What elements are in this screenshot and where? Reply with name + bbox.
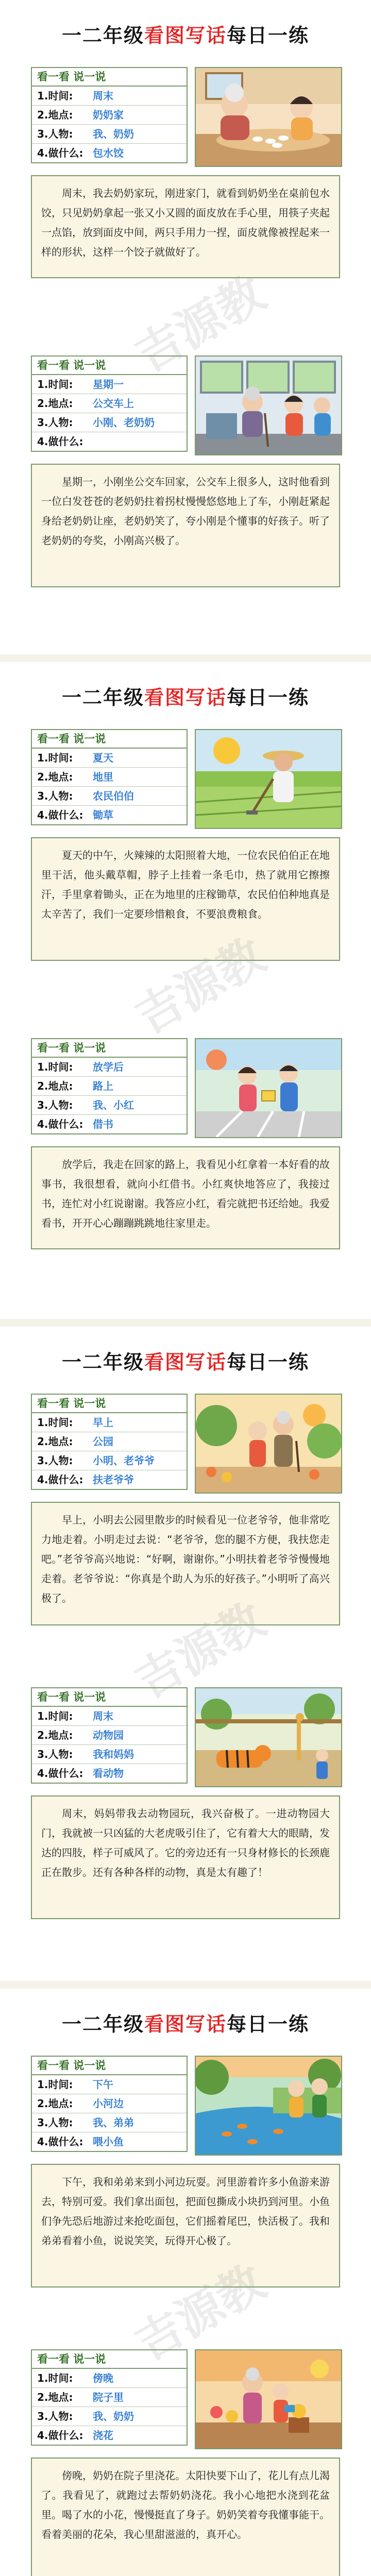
info-row-action: 4.做什么: 扶老爷爷 xyxy=(32,1470,187,1489)
info-header: 看一看 说一说 xyxy=(32,730,187,749)
page-title: 一二年级看图写话每日一练 xyxy=(61,2012,310,2036)
info-value: 路上 xyxy=(93,1080,113,1092)
info-value: 地里 xyxy=(93,771,113,783)
info-row-time: 1.时间: 下午 xyxy=(32,2075,187,2094)
info-value: 浇花 xyxy=(93,2429,113,2442)
info-value: 周末 xyxy=(93,90,113,102)
zoo-scene-image xyxy=(196,1688,341,1786)
info-row-time: 1.时间: 傍晚 xyxy=(32,2369,187,2388)
info-box xyxy=(31,1687,188,1784)
title-highlight: 看图写话 xyxy=(144,686,227,709)
info-box xyxy=(31,67,188,163)
info-row-people: 3.人物: 我、奶奶 xyxy=(32,125,187,144)
info-value: 动物园 xyxy=(93,1729,124,1741)
info-row-place: 2.地点: 动物园 xyxy=(32,1726,187,1745)
title-highlight: 看图写话 xyxy=(144,2012,227,2036)
info-row-action: 4.做什么: xyxy=(37,435,83,448)
illustration-river xyxy=(195,2056,342,2156)
watering-scene-image xyxy=(196,2350,341,2448)
worksheet-page-2 xyxy=(0,662,371,1319)
farmer-scene-image xyxy=(196,730,341,828)
story-paragraph: 周末，我去奶奶家玩，刚进家门，就看到奶奶坐在桌前包水饺，只见奶奶拿起一张又小又圆的面皮放在手心里，用筷子夹起一点馅，放到面皮中间，两只手用力一捏，面皮就像被捏起来一样的形状，这样一个饺子就做好了。 xyxy=(31,175,340,278)
info-row-people: 3.人物: 小明、老爷爷 xyxy=(32,1451,187,1470)
info-value: 小明、老爷爷 xyxy=(93,1454,155,1467)
exercise-section xyxy=(31,1687,340,1955)
info-value: 傍晚 xyxy=(93,2372,113,2384)
page-title: 一二年级看图写话每日一练 xyxy=(61,1350,310,1374)
info-box xyxy=(31,2056,188,2152)
info-value: 小河边 xyxy=(93,2097,124,2110)
story-paragraph: 周末，妈妈带我去动物园玩，我兴奋极了。一进动物园大门，我就被一只凶猛的大老虎吸引住了，它有着大大的眼睛，发达的四肢，样子可威风了。它的旁边还有一只身材修长的长颈鹿正在散步。还有各种各样的动物，真是太有趣了！ xyxy=(31,1795,340,1919)
info-row-people: 3.人物: 我、奶奶 xyxy=(32,2407,187,2426)
bus-scene-image xyxy=(196,357,341,454)
info-value: 农民伯伯 xyxy=(93,790,134,802)
info-row-place: 2.地点: 院子里 xyxy=(32,2388,187,2407)
info-box xyxy=(31,729,188,825)
park-scene-image xyxy=(196,1395,341,1493)
story-paragraph: 傍晚，奶奶在院子里浇花。太阳快要下山了，花儿有点儿渴了。我看见了，就跑过去帮奶奶浇花。我小心地把水浇到花盆里。喝了水的小花，慢慢挺直了身子。奶奶笑着夸我懂事能干。看着美丽的花朵，我心里甜滋滋的，真开心。 xyxy=(31,2458,340,2576)
info-value: 我、小红 xyxy=(93,1099,134,1111)
info-value: 扶老爷爷 xyxy=(93,1473,134,1486)
info-value: 我、奶奶 xyxy=(93,2410,134,2422)
info-row-time: 1.时间: 周末 xyxy=(32,87,187,106)
story-paragraph: 下午，我和弟弟来到小河边玩耍。河里游着许多小鱼游来游去，特别可爱。我们拿出面包，把面包撕成小块扔到河里。小鱼们争先恐后地游过来抢吃面包，它们摇着尾巴，快活极了。我和弟弟看着小鱼，说说笑笑，玩得开心极了。 xyxy=(31,2164,340,2287)
info-row-people: 3.人物: 我、弟弟 xyxy=(32,2113,187,2132)
info-value: 借书 xyxy=(93,1118,113,1130)
illustration-book-lending xyxy=(195,1038,342,1138)
illustration-dumplings xyxy=(195,67,342,167)
story-paragraph: 放学后，我走在回家的路上，我看见小红拿着一本好看的故事书，我很想看，就向小红借书。小红爽快地答应了，我接过书，连忙对小红说谢谢。我答应小红，看完就把书还给她。我爱看书，开开心心蹦蹦跳跳地往家里走。 xyxy=(31,1146,340,1249)
info-row-time: 1.时间: 放学后 xyxy=(32,1058,187,1077)
illustration-bus xyxy=(195,355,342,455)
exercise-section xyxy=(31,2349,340,2576)
info-row-place: 2.地点: 路上 xyxy=(32,1077,187,1096)
info-value: 我、奶奶 xyxy=(93,128,134,140)
info-row-place: 2.地点: 地里 xyxy=(32,768,187,787)
illustration-watering xyxy=(195,2349,342,2449)
info-box xyxy=(31,1038,188,1134)
exercise-section xyxy=(31,729,340,1018)
title-highlight: 看图写话 xyxy=(144,24,227,47)
info-row-people: 3.人物: 小刚、老奶奶 xyxy=(32,413,187,432)
illustration-farmer xyxy=(195,729,342,829)
watermark: 吉源教 xyxy=(126,266,274,383)
info-header: 看一看 说一说 xyxy=(32,2057,187,2075)
worksheet-page-1 xyxy=(0,0,371,654)
page-title: 一二年级看图写话每日一练 xyxy=(61,24,310,47)
info-row-time: 1.时间: 夏天 xyxy=(32,749,187,768)
info-header: 看一看 说一说 xyxy=(32,357,187,375)
info-value: 星期一 xyxy=(93,378,124,391)
info-row-place: 2.地点: 小河边 xyxy=(32,2094,187,2113)
info-row-time: 1.时间: 星期一 xyxy=(32,375,187,394)
info-row-action: 4.做什么: 浇花 xyxy=(32,2426,187,2445)
info-row-people: 3.人物: 农民伯伯 xyxy=(32,787,187,806)
info-row-time: 1.时间: 周末 xyxy=(32,1707,187,1726)
info-value: 奶奶家 xyxy=(93,109,124,121)
info-value: 夏天 xyxy=(93,752,113,764)
info-row-place: 2.地点: 公交车上 xyxy=(32,394,187,413)
info-row-people: 3.人物: 我和妈妈 xyxy=(32,1745,187,1764)
exercise-section xyxy=(31,1394,340,1662)
watermark: 吉源教 xyxy=(126,928,274,1045)
info-row-place: 2.地点: 奶奶家 xyxy=(32,106,187,125)
info-row-action: 4.做什么: 包水饺 xyxy=(32,144,187,162)
info-value: 锄草 xyxy=(93,809,113,821)
info-value: 我、弟弟 xyxy=(93,2116,134,2129)
info-row-action: 4.做什么: 借书 xyxy=(32,1115,187,1133)
story-paragraph: 夏天的中午，火辣辣的太阳照着大地，一位农民伯伯正在地里干活，他头戴草帽，脖子上挂着一条毛巾，热了就用它擦擦汗，手里拿着锄头，正在为地里的庄稼锄草，农民伯伯种地真是太辛苦了，我们一定要珍惜粮食，不要浪费粮食。 xyxy=(31,837,340,961)
info-row-action: 4.做什么: 锄草 xyxy=(32,806,187,824)
info-value: 包水饺 xyxy=(93,147,124,159)
info-header: 看一看 说一说 xyxy=(32,2350,187,2369)
info-header: 看一看 说一说 xyxy=(32,68,187,87)
river-scene-image xyxy=(196,2057,341,2155)
story-paragraph: 早上，小明去公园里散步的时候看见一位老爷爷，他非常吃力地走着。小明走过去说：“老爷爷，您的腿不方便，我扶您走吧。”老爷爷高兴地说：“好啊，谢谢你。”小明扶着老爷爷慢慢地走着。老爷爷说：“你真是个助人为乐的好孩子。”小明听了高兴极了。 xyxy=(31,1502,340,1625)
worksheet-page-4 xyxy=(0,1989,371,2576)
info-value: 我和妈妈 xyxy=(93,1748,134,1760)
info-value: 下午 xyxy=(93,2078,113,2091)
story-paragraph: 星期一，小刚坐公交车回家，公交车上很多人，这时他看到一位白发苍苍的老奶奶拄着拐杖慢慢悠悠地上了车，小刚赶紧起身给老奶奶让座，老奶奶笑了，夸小刚是个懂事的好孩子。听了老奶奶的夸奖，小刚高兴极了。 xyxy=(31,464,340,587)
info-value: 公园 xyxy=(93,1435,113,1448)
exercise-section xyxy=(31,355,340,629)
exercise-section xyxy=(31,67,340,335)
watermark: 吉源教 xyxy=(126,1592,274,1709)
watermark: 吉源教 xyxy=(126,2255,274,2371)
info-row-action: 4.做什么: 看动物 xyxy=(32,1764,187,1783)
info-header: 看一看 说一说 xyxy=(32,1039,187,1058)
info-value: 早上 xyxy=(93,1416,113,1429)
info-row-people: 3.人物: 我、小红 xyxy=(32,1096,187,1115)
title-highlight: 看图写话 xyxy=(144,1350,227,1374)
info-box xyxy=(31,1394,188,1490)
page-title: 一二年级看图写话每日一练 xyxy=(61,686,310,709)
info-row-action: 4.做什么: 喂小鱼 xyxy=(32,2132,187,2151)
info-value: 院子里 xyxy=(93,2391,124,2403)
info-box xyxy=(31,355,188,452)
exercise-section xyxy=(31,1038,340,1306)
book-lending-scene-image xyxy=(196,1039,341,1137)
illustration-park xyxy=(195,1394,342,1494)
info-row-time: 1.时间: 早上 xyxy=(32,1413,187,1432)
info-value: 看动物 xyxy=(93,1767,124,1780)
info-value: 小刚、老奶奶 xyxy=(93,416,155,429)
info-row-place: 2.地点: 公园 xyxy=(32,1432,187,1451)
dumplings-scene-image xyxy=(196,68,341,166)
info-header: 看一看 说一说 xyxy=(32,1395,187,1413)
info-value: 喂小鱼 xyxy=(93,2136,124,2148)
worksheet-page-3 xyxy=(0,1327,371,1981)
info-value: 公交车上 xyxy=(93,397,134,410)
info-header: 看一看 说一说 xyxy=(32,1688,187,1707)
info-box xyxy=(31,2349,188,2446)
exercise-section xyxy=(31,2056,340,2324)
illustration-zoo xyxy=(195,1687,342,1787)
info-value: 放学后 xyxy=(93,1061,124,1073)
info-value: 周末 xyxy=(93,1710,113,1722)
